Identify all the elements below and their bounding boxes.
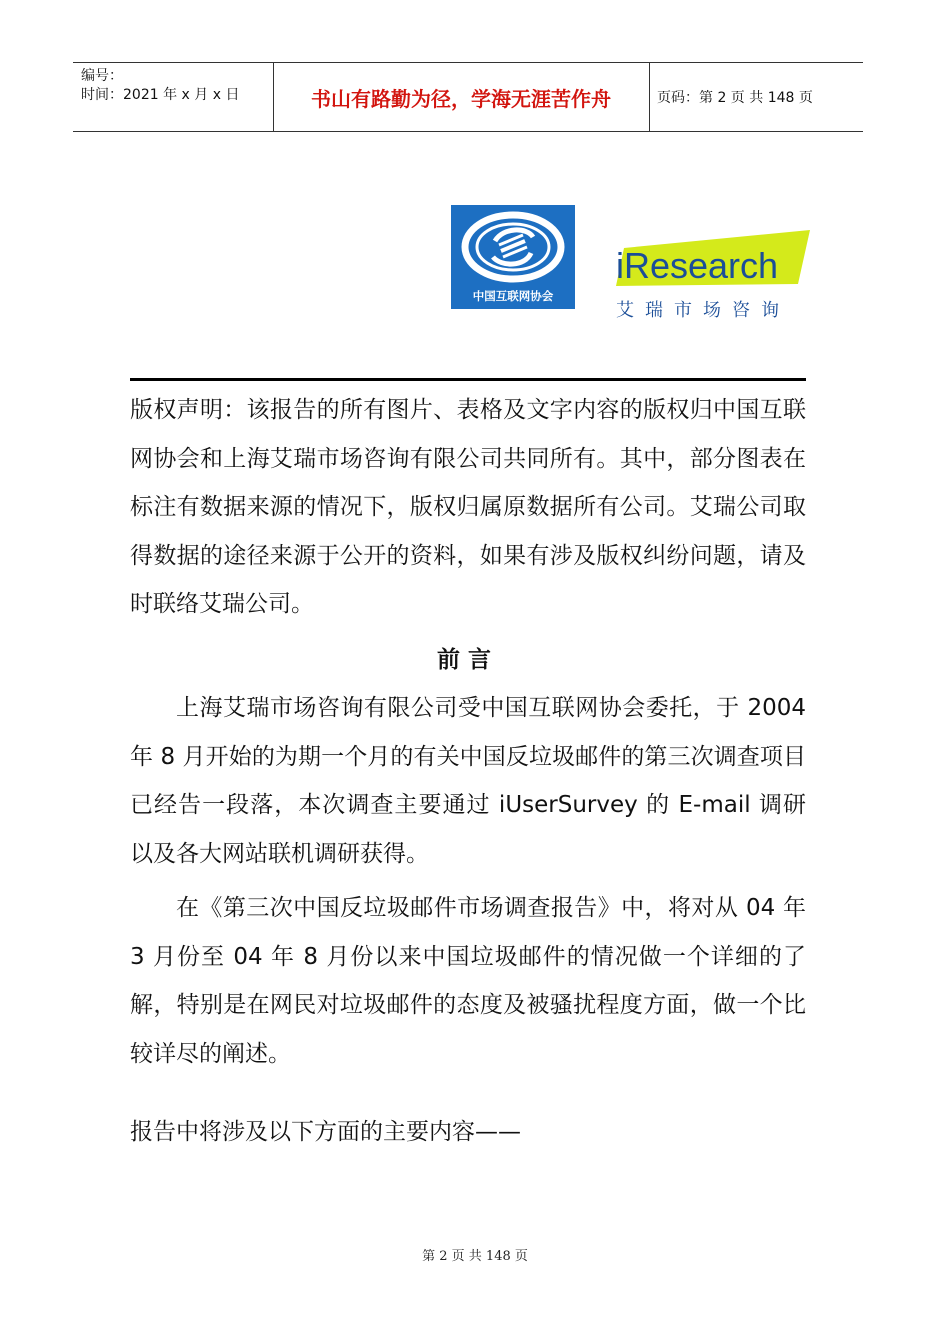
header-page-info: 页码：第 2 页 共 148 页	[657, 90, 813, 106]
page-header	[73, 62, 863, 132]
isc-logo	[451, 205, 575, 309]
iresearch-wordmark-icon	[610, 228, 815, 294]
isc-logo-caption: 中国互联网协会	[472, 289, 554, 303]
header-meta	[81, 67, 239, 105]
preface-paragraph-1: 上海艾瑞市场咨询有限公司受中国互联网协会委托，于 2004 年 8 月开始的为期一个月的有关中国反垃圾邮件的第三次调查项目已经告一段落，本次调查主要通过 iUserSurvey 的 E-mail 调研以及各大网站联机调研获得。	[130, 695, 806, 867]
preface-paragraph-2: 在《第三次中国反垃圾邮件市场调查报告》中，将对从 04 年 3 月份至 04 年 8 月份以来中国垃圾邮件的情况做一个详细的了解，特别是在网民对垃圾邮件的态度及被骚扰程度方面，做一个比较详尽的阐述。	[130, 895, 806, 1067]
iresearch-subtitle: 艾瑞市场咨询	[616, 300, 790, 321]
copyright-notice: 版权声明：该报告的所有图片、表格及文字内容的版权归中国互联网协会和上海艾瑞市场咨询有限公司共同所有。其中，部分图表在标注有数据来源的情况下，版权归属原数据所有公司。艾瑞公司取得数据的途径来源于公开的资料，如果有涉及版权纠纷问题，请及时联络艾瑞公司。	[130, 397, 806, 617]
isc-emblem-icon	[451, 205, 575, 287]
preface-title: 前言	[437, 647, 499, 673]
iresearch-logo	[610, 228, 815, 323]
preface-paragraph-3: 报告中将涉及以下方面的主要内容——	[130, 1119, 521, 1145]
iresearch-wordmark: iResearch	[616, 245, 779, 286]
page-footer: 第 2 页 共 148 页	[422, 1249, 528, 1264]
section-rule	[130, 378, 806, 381]
serial-label: 编号：	[81, 68, 123, 84]
header-motto: 书山有路勤为径，学海无涯苦作舟	[311, 86, 611, 111]
header-divider	[649, 63, 650, 131]
time-label: 时间：2021 年 x 月 x 日	[81, 87, 240, 103]
